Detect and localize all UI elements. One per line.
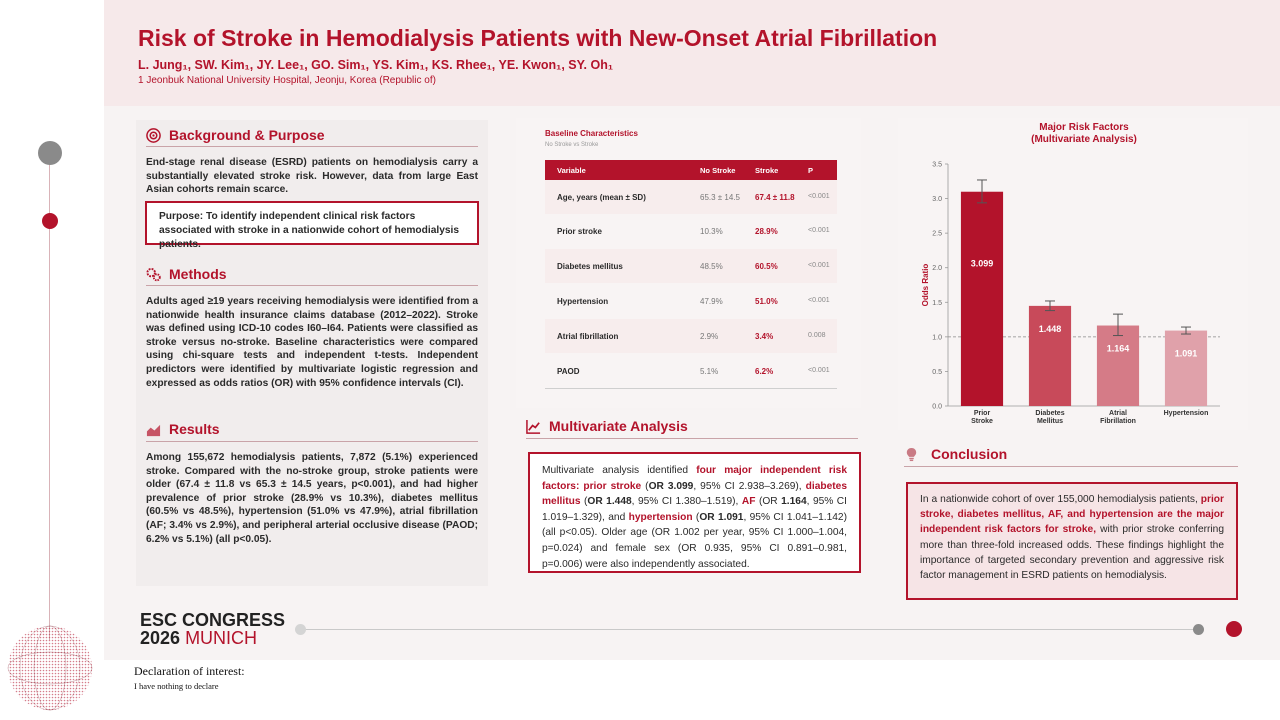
area-chart-icon [146,422,161,437]
declaration-title: Declaration of interest: [134,664,245,678]
background-heading [146,127,325,143]
bar [1097,326,1139,406]
congress-logo-line1: ESC CONGRESS [140,610,286,630]
table-bottom-rule [545,388,837,389]
multivariate-heading-text: Multivariate Analysis [549,418,688,434]
bar-value-label: 1.448 [1038,323,1062,334]
x-category-label: Mellitus [1036,418,1064,425]
row-p: <0.001 [808,262,830,269]
table-header-stroke: Stroke [755,166,779,175]
x-category-label: Diabetes [1035,410,1065,417]
row-p: <0.001 [808,193,830,200]
table-header-p: P [808,166,814,175]
footer-dot-left [295,624,306,635]
multivariate-box [528,452,861,573]
chart-title-line1: Major Risk Factors [1039,122,1129,133]
background-divider [146,146,478,147]
chart-title [1016,122,1152,146]
y-tick-label: 2.5 [932,230,942,238]
header-band [104,0,1280,106]
x-category-label: Hypertension [1163,410,1209,417]
purpose-box: Purpose: To identify independent clinical risk factors associated with stroke in a nationwide cohort of hemodialysis patients. [145,201,479,245]
results-heading [146,421,220,437]
table-header-no-stroke: No Stroke [700,166,736,175]
mv-or: OR 1.448 [587,496,632,508]
table-title: Baseline Characteristics [545,129,638,138]
row-stroke: 6.2% [755,367,774,376]
row-variable: Prior stroke [557,227,602,236]
y-tick-label: 3.0 [932,196,942,204]
footer-line [300,629,1198,630]
bar [961,192,1003,406]
y-tick-label: 0.5 [932,368,942,376]
mv-text: , 95% CI 1.380–1.519), [631,496,742,508]
mv-or: 1.164 [781,496,807,508]
row-p: 0.008 [808,332,826,339]
y-axis-label: Odds Ratio [921,263,930,307]
row-p: <0.001 [808,297,830,304]
table-header [545,160,837,180]
y-tick-label: 0.0 [932,403,942,411]
rail-dot-red [42,213,58,229]
row-no-stroke: 48.5% [700,262,723,271]
mv-text: (OR [755,496,782,508]
conclusion-divider [904,466,1238,467]
row-stroke: 60.5% [755,262,778,271]
x-category-label: Prior [973,410,991,417]
lightbulb-icon [904,447,919,462]
row-variable: Age, years (mean ± SD) [557,193,646,202]
bar [1165,331,1207,406]
table-row [545,284,837,318]
row-variable: Diabetes mellitus [557,262,623,271]
row-no-stroke: 2.9% [700,332,719,341]
mv-highlight: AF [741,496,756,508]
line-chart-icon [526,419,541,434]
background-text: End-stage renal disease (ESRD) patients on hemodialysis carry a substantially elevated stroke risk. However, data from large East Asian cohorts remain scarce. [146,157,478,196]
table-subtitle: No Stroke vs Stroke [545,142,599,148]
x-category-label: Fibrillation [1100,418,1136,425]
conclusion-highlight: prior stroke, diabetes mellitus, AF, and hypertension are the major independent risk factors for stroke, [920,494,1224,536]
row-stroke: 28.9% [755,227,778,236]
bar-value-label: 1.091 [1174,348,1198,359]
row-variable: Hypertension [557,297,609,306]
odds-ratio-chart [898,150,1248,430]
results-text: Among 155,672 hemodialysis patients, 7,872 (5.1%) experienced stroke. Compared with the no-stroke group, stroke patients were older (67.4 ± 11.8 vs 65.3 ± 14.5 years, p<0.001), and had higher prevalence of prior stroke (28.9% vs 10.3%), diabetes mellitus (60.5% vs 48.5%), hypertension (51.0% vs 47.9%), atrial fibrillation (AF; 3.4% vs 2.9%), and peripheral arterial occlusive disease (PAOD; 6.2% vs 5.1%) (all p<0.05). [146,452,478,545]
mv-highlight: hypertension [628,511,693,523]
table-row [545,180,837,214]
bar-value-label: 1.164 [1106,343,1130,354]
row-variable: Atrial fibrillation [557,332,619,341]
affiliation: 1 Jeonbuk National University Hospital, Jeonju, Korea (Republic of) [138,75,436,86]
conclusion-box [906,482,1238,600]
bar-value-label: 3.099 [970,258,994,269]
mv-text: ( [641,480,649,492]
table-row [545,319,837,353]
y-tick-label: 1.0 [932,334,942,342]
footer-dot-red [1226,621,1242,637]
target-icon [146,128,161,143]
mv-text: ( [692,511,700,523]
mv-text: ( [580,496,588,508]
x-category-label: Atrial [1109,410,1127,417]
mv-highlight: diabetes mellitus [542,480,847,508]
row-p: <0.001 [808,367,830,374]
row-p: <0.001 [808,227,830,234]
row-stroke: 3.4% [755,332,774,341]
background-heading-text: Background & Purpose [169,127,325,143]
left-rail [0,0,104,720]
declaration-text: I have nothing to declare [134,681,219,691]
congress-logo-line2 [140,629,257,647]
authors: L. Jung₁, SW. Kim₁, JY. Lee₁, GO. Sim₁, YS. Kim₁, KS. Rhee₁, YE. Kwon₁, SY. Oh₁ [138,58,614,72]
mv-highlight: four major independent risk factors: prior stroke [542,465,847,492]
conclusion-text: with prior stroke conferring more than three-fold increased odds. These findings highlight the importance of targeted secondary prevention and aggressive risk factor management in ESRD patients on hemodialysis. [920,524,1224,582]
footer-dot-grey [1193,624,1204,635]
rail-dot-grey [38,141,62,165]
methods-heading-text: Methods [169,266,227,282]
row-stroke: 67.4 ± 11.8 [755,193,795,202]
poster-title: Risk of Stroke in Hemodialysis Patients with New-Onset Atrial Fibrillation [138,25,938,51]
results-divider [146,441,478,442]
table-row [545,214,837,248]
row-no-stroke: 47.9% [700,297,723,306]
y-tick-label: 1.5 [932,299,942,307]
conclusion-heading [904,446,1007,462]
methods-text: Adults aged ≥19 years receiving hemodialysis were identified from a nationwide health insurance claims database (2012–2022). Stroke was defined using ICD-10 codes I60–I64. Patients were classified as stroke versus no-stroke. Baseline characteristics were compared using chi-square tests and independent t-tests. Independent predictors were identified by multivariate logistic regression and expressed as odds ratios (OR) with 95% confidence intervals (CI). [146,296,478,389]
bar [1029,306,1071,406]
row-no-stroke: 65.3 ± 14.5 [700,193,740,202]
multivariate-heading [526,418,688,434]
row-no-stroke: 10.3% [700,227,723,236]
table-header-variable: Variable [557,166,586,175]
row-stroke: 51.0% [755,297,778,306]
y-tick-label: 3.5 [932,161,942,169]
y-tick-label: 2.0 [932,265,942,273]
methods-heading [146,266,227,282]
globe-icon [6,624,94,712]
congress-year: 2026 [140,628,181,648]
conclusion-heading-text: Conclusion [931,446,1008,462]
conclusion-text: In a nationwide cohort of over 155,000 hemodialysis patients, [920,494,1201,505]
mv-text: , 95% CI 2.938–3.269), [693,480,806,492]
mv-text: , 95% CI 1.041–1.142) (all p<0.05). Older age (OR 1.002 per year, 95% CI 1.000–1.004, p=0.024) and female sex (OR 0.935, 95% CI 0.891–0.981, p=0.006) were also independently associated. [542,511,847,570]
row-variable: PAOD [557,367,580,376]
gears-icon [146,267,161,282]
multivariate-divider [526,438,858,439]
table-row [545,354,837,388]
x-category-label: Stroke [971,418,993,425]
mv-text: , 95% CI 1.019–1.329), and [542,496,847,523]
row-no-stroke: 5.1% [700,367,719,376]
methods-divider [146,285,478,286]
mv-or: OR 3.099 [648,480,694,492]
table-row [545,249,837,283]
congress-city: MUNICH [185,628,258,648]
chart-title-line2: (Multivariate Analysis) [1031,134,1137,145]
results-heading-text: Results [169,421,220,437]
mv-or: OR 1.091 [699,511,744,523]
mv-text: Multivariate analysis identified [542,465,697,476]
